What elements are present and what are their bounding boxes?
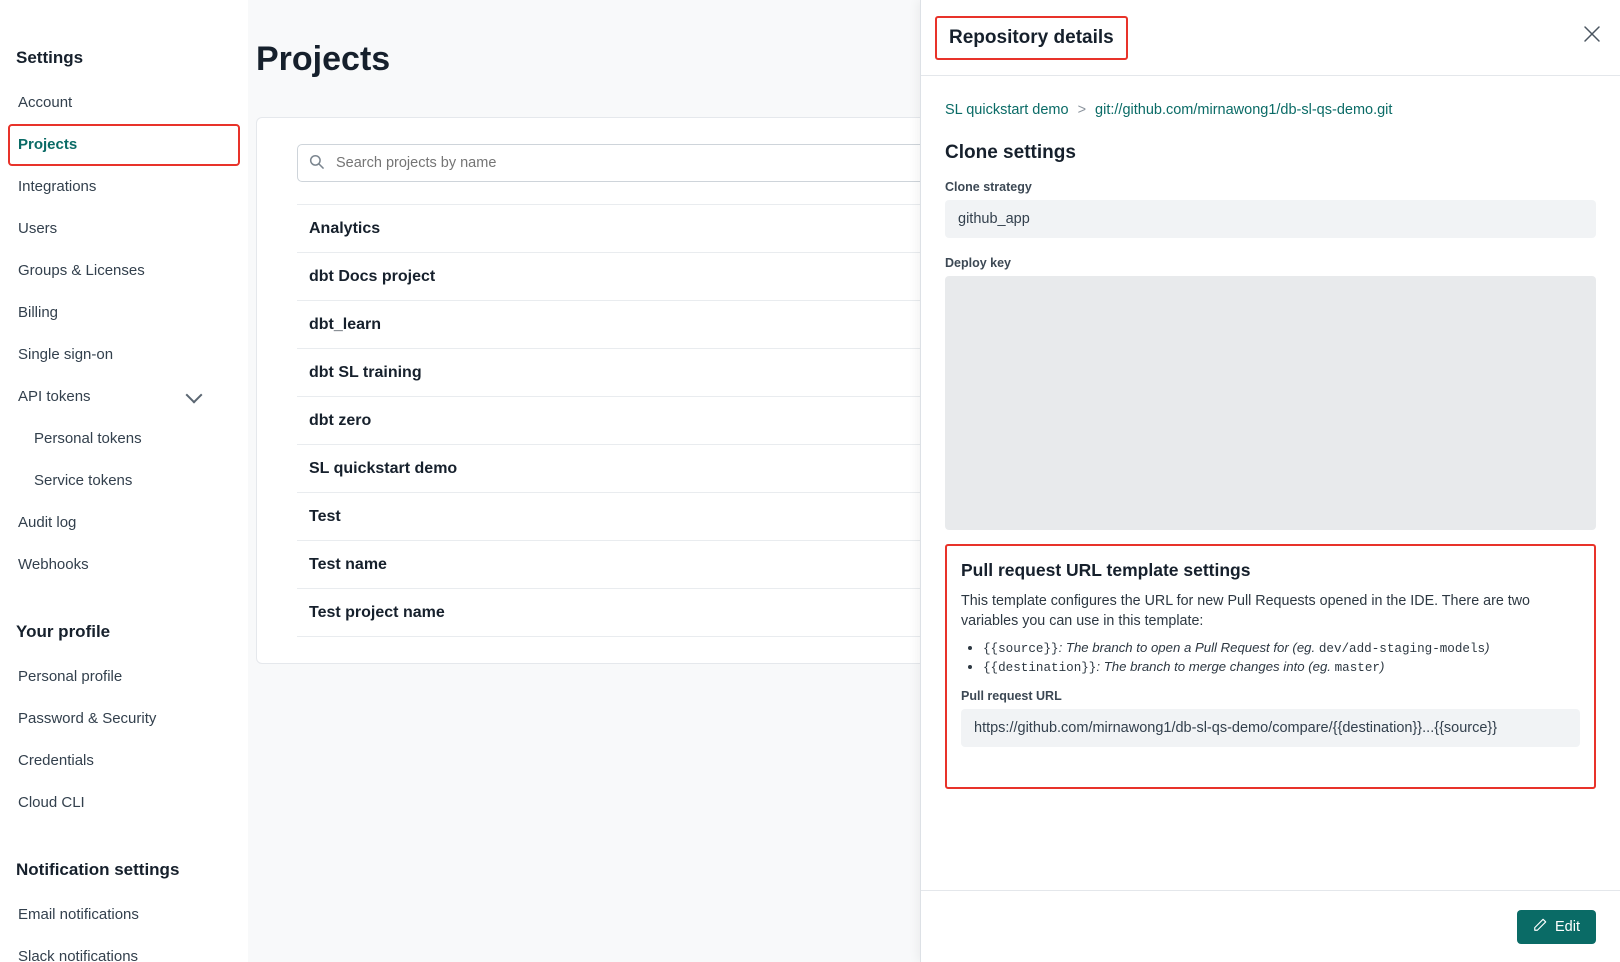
sidebar-item-single-sign-on[interactable]: Single sign-on [18,346,114,363]
sidebar-profile-title: Your profile [16,622,111,641]
pencil-icon [1533,918,1547,936]
sidebar-item-users[interactable]: Users [18,220,58,237]
search-projects-wrap [297,144,937,182]
sidebar-item-projects[interactable]: Projects [8,124,240,166]
pull-request-heading: Pull request URL template settings [961,560,1251,580]
edit-button-label: Edit [1555,918,1580,935]
sidebar-item-api-tokens[interactable] [0,376,248,418]
table-row[interactable]: dbt zero [297,397,1315,445]
sidebar-item-email-notifications[interactable]: Email notifications [18,906,139,923]
breadcrumb-repo[interactable]: git://github.com/mirnawong1/db-sl-qs-demo.git [1095,102,1393,118]
sidebar-item-webhooks[interactable]: Webhooks [18,556,89,573]
sidebar-settings-title: Settings [16,48,84,67]
breadcrumb-separator: > [1077,102,1087,118]
repository-details-drawer [920,0,1620,962]
variable-source-example: dev/add-staging-models [1318,641,1486,656]
sidebar-item-service-tokens[interactable]: Service tokens [34,472,133,489]
variable-source-text: : The branch to open a Pull Request for (eg. [1058,639,1319,655]
sidebar-notifications-title: Notification settings [16,860,180,879]
sidebar-item-personal-profile[interactable]: Personal profile [18,668,123,685]
pull-request-url-label: Pull request URL [961,688,1062,703]
sidebar-item-personal-tokens[interactable]: Personal tokens [34,430,142,447]
sidebar-item-slack-notifications[interactable]: Slack notifications [18,948,139,962]
pull-request-variables [961,640,1580,675]
drawer-footer [921,890,1620,962]
sidebar-item-label: API tokens [18,388,91,405]
variable-destination-text: : The branch to merge changes into (eg. [1096,658,1335,674]
table-row[interactable]: dbt_learn [297,301,1315,349]
table-row[interactable]: Test name [297,541,1315,589]
close-icon[interactable] [1582,24,1602,44]
variable-destination-close: ) [1379,658,1385,674]
sidebar-item-groups-licenses[interactable]: Groups & Licenses [18,262,145,279]
sidebar-item-credentials[interactable]: Credentials [18,752,94,769]
sidebar-item-billing[interactable]: Billing [18,304,59,321]
list-item [983,659,1580,675]
table-row[interactable]: dbt Docs project [297,253,1315,301]
variable-source-token: {{source}} [983,641,1059,656]
breadcrumb [945,102,1596,118]
page-title: Projects [256,40,391,78]
drawer-header [921,0,1620,76]
deploy-key-label: Deploy key [945,256,1012,270]
sidebar-item-audit-log[interactable]: Audit log [18,514,77,531]
variable-destination-token: {{destination}} [983,660,1097,675]
sidebar-item-cloud-cli[interactable]: Cloud CLI [18,794,85,811]
chevron-down-icon [186,386,203,403]
table-row[interactable]: dbt SL training [297,349,1315,397]
table-row[interactable]: Analytics [297,205,1315,253]
table-row[interactable]: Test project name [297,589,1315,637]
settings-sidebar [0,0,248,962]
list-item [983,640,1580,656]
search-input[interactable] [297,144,937,182]
edit-button[interactable] [1517,910,1596,944]
sidebar-item-integrations[interactable]: Integrations [18,178,97,195]
drawer-body [921,76,1620,890]
deploy-key-value [945,276,1596,530]
table-row[interactable]: Test [297,493,1315,541]
sidebar-item-password-security[interactable]: Password & Security [18,710,157,727]
pull-request-description: This template configures the URL for new Pull Requests opened in the IDE. There are two variables you can use in this template: [961,593,1530,630]
breadcrumb-project[interactable]: SL quickstart demo [945,102,1069,118]
variable-source-close: ) [1485,639,1490,655]
pull-request-template-section [945,544,1596,789]
clone-settings-heading: Clone settings [945,142,1076,163]
variable-destination-example: master [1334,660,1380,675]
clone-strategy-value: github_app [945,200,1596,238]
pull-request-url-value: https://github.com/mirnawong1/db-sl-qs-demo/compare/{{destination}}...{{source}} [961,709,1580,747]
sidebar-item-account[interactable]: Account [18,94,73,111]
table-row[interactable]: SL quickstart demo [297,445,1315,493]
drawer-title: Repository details [935,16,1128,60]
clone-strategy-label: Clone strategy [945,180,1032,194]
